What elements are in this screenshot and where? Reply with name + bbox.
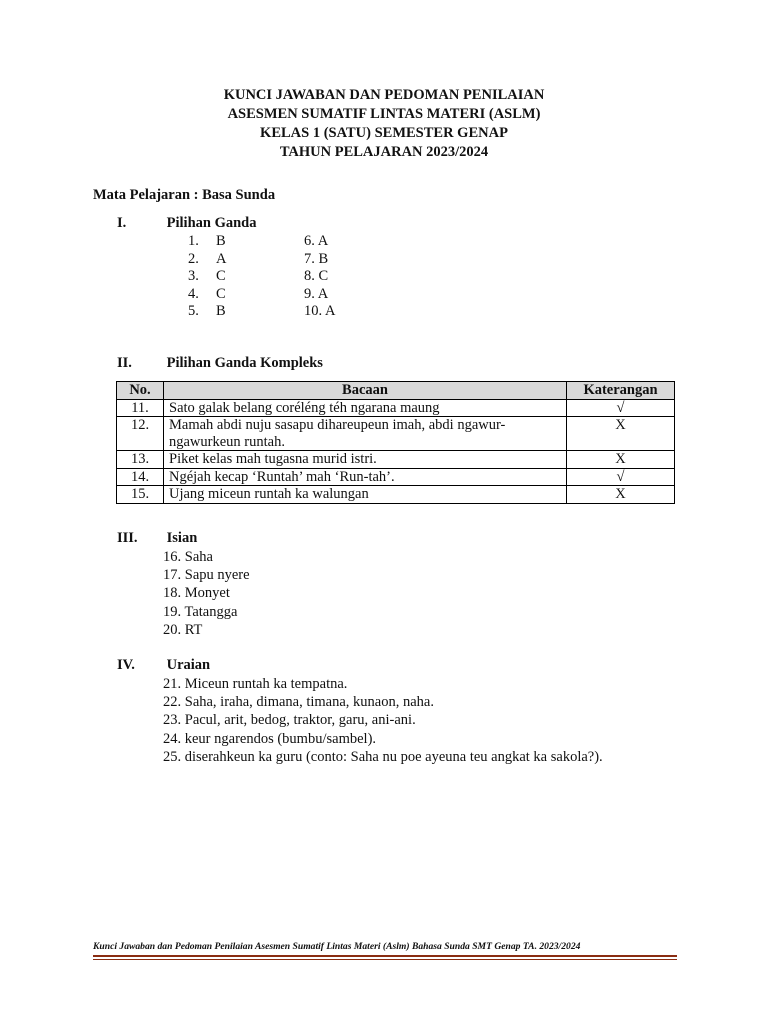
uraian-answers <box>163 675 603 766</box>
section-title: Isian <box>166 530 198 546</box>
table-row <box>117 417 675 451</box>
section-number: II. <box>117 355 132 371</box>
table-row <box>117 451 675 469</box>
list-item <box>188 251 335 269</box>
list-item: 24. keur ngarendos (bumbu/sambel). <box>163 730 377 747</box>
table-row <box>117 468 675 486</box>
cell-katerangan: √ <box>567 399 675 417</box>
title-line: KELAS 1 (SATU) SEMESTER GENAP <box>260 125 508 141</box>
list-item <box>188 286 335 304</box>
item-number: 2. <box>188 250 199 267</box>
cell-katerangan: X <box>567 417 675 451</box>
list-item: 25. diserahkeun ka guru (conto: Saha nu poe ayeuna teu angkat ka sakola?). <box>163 748 603 765</box>
list-item <box>188 303 335 321</box>
cell-bacaan: Ujang miceun runtah ka walungan <box>164 486 567 504</box>
section-title: Pilihan Ganda <box>166 215 257 231</box>
section-heading-pilihan-ganda-kompleks <box>117 355 323 372</box>
column-header-no: No. <box>117 382 164 400</box>
list-item: 22. Saha, iraha, dimana, timana, kunaon, naha. <box>163 694 434 711</box>
list-item: 17. Sapu nyere <box>163 567 250 584</box>
cell-no: 11. <box>117 399 164 417</box>
list-item: 19. Tatangga <box>163 603 238 620</box>
section-title: Pilihan Ganda Kompleks <box>166 355 323 371</box>
item-answer: B <box>216 303 226 320</box>
cell-no: 13. <box>117 451 164 469</box>
column-header-katerangan: Katerangan <box>567 382 675 400</box>
list-item <box>188 268 335 286</box>
cell-no: 12. <box>117 417 164 451</box>
item-answer: A <box>216 250 227 267</box>
item-answer-right: 6. A <box>304 233 329 249</box>
list-item: 23. Pacul, arit, bedog, traktor, garu, ani-ani. <box>163 712 416 729</box>
cell-bacaan: Sato galak belang coréléng téh ngarana maung <box>164 399 567 417</box>
section-heading-uraian <box>117 657 210 674</box>
table-row <box>117 486 675 504</box>
section-title: Uraian <box>166 657 211 673</box>
page-footer <box>93 941 677 960</box>
cell-katerangan: X <box>567 451 675 469</box>
footer-text: Kunci Jawaban dan Pedoman Penilaian Asesmen Sumatif Lintas Materi (Aslm) Bahasa Sunda SMT Genap TA. 2023/2024 <box>93 941 581 952</box>
cell-no: 15. <box>117 486 164 504</box>
item-answer-right: 10. A <box>304 303 336 320</box>
title-line: ASESMEN SUMATIF LINTAS MATERI (ASLM) <box>227 106 541 122</box>
section-heading-isian <box>117 530 197 547</box>
cell-no: 14. <box>117 468 164 486</box>
pilihan-ganda-answers <box>188 233 335 321</box>
pilihan-ganda-kompleks-table <box>116 381 675 504</box>
list-item: 20. RT <box>163 621 203 638</box>
item-answer: C <box>216 285 226 302</box>
cell-katerangan: X <box>567 486 675 504</box>
title-line: KUNCI JAWABAN DAN PEDOMAN PENILAIAN <box>223 87 545 103</box>
item-answer: C <box>216 268 226 285</box>
item-number: 4. <box>188 285 199 302</box>
cell-bacaan: Mamah abdi nuju sasapu dihareupeun imah, abdi ngawur-ngawurkeun runtah. <box>164 417 567 451</box>
footer-divider <box>93 955 677 957</box>
isian-answers <box>163 548 250 639</box>
section-number: I. <box>117 215 127 231</box>
cell-bacaan: Ngéjah kecap ‘Runtah’ mah ‘Run-tah’. <box>164 468 567 486</box>
list-item: 21. Miceun runtah ka tempatna. <box>163 676 348 692</box>
section-number: III. <box>117 530 138 546</box>
document-title <box>0 86 768 162</box>
list-item <box>188 233 335 251</box>
table-row <box>117 399 675 417</box>
item-answer-right: 7. B <box>304 250 329 267</box>
item-number: 1. <box>188 233 199 249</box>
item-answer: B <box>216 233 226 249</box>
cell-katerangan: √ <box>567 468 675 486</box>
list-item: 18. Monyet <box>163 585 230 602</box>
item-answer-right: 8. C <box>304 268 329 285</box>
subject-label: Mata Pelajaran : Basa Sunda <box>93 187 276 203</box>
column-header-bacaan: Bacaan <box>164 382 567 400</box>
section-heading-pilihan-ganda <box>117 215 256 232</box>
title-line: TAHUN PELAJARAN 2023/2024 <box>279 144 489 160</box>
footer-divider <box>93 959 677 960</box>
item-number: 3. <box>188 268 199 285</box>
table-header-row <box>117 382 675 400</box>
item-number: 5. <box>188 303 199 320</box>
list-item: 16. Saha <box>163 549 213 565</box>
item-answer-right: 9. A <box>304 285 329 302</box>
cell-bacaan: Piket kelas mah tugasna murid istri. <box>164 451 567 469</box>
section-number: IV. <box>117 657 135 673</box>
